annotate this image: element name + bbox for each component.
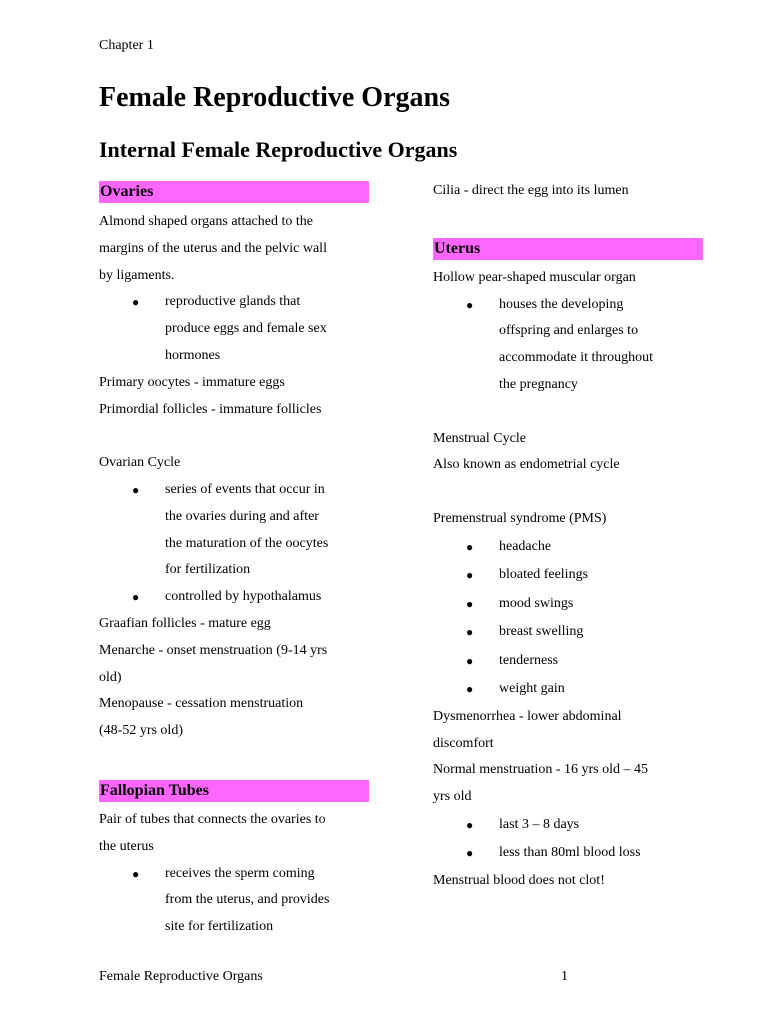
bullet-item [433, 292, 703, 399]
bullet-text: breast swelling [499, 624, 584, 640]
bullet-text: houses the developing [499, 296, 624, 312]
bullet-text: controlled by hypothalamus [165, 589, 322, 605]
menstrual-cycle-aka: Also known as endometrial cycle [433, 457, 620, 473]
bullet-text: mood swings [499, 595, 574, 611]
bullet-text: reproductive glands that [165, 294, 301, 310]
bullet-text: receives the sperm coming [165, 865, 315, 881]
bullet-text: for fertilization [165, 562, 251, 578]
left-column [99, 181, 369, 941]
bullet-text: the ovaries during and after [165, 508, 319, 524]
ovarian-cycle-label: Ovarian Cycle [99, 455, 181, 471]
bullet-item [433, 590, 703, 619]
normal-menstruation-line: yrs old [433, 789, 472, 805]
page-title: Female Reproductive Organs [99, 82, 450, 113]
ovaries-note: Menarche - onset menstruation (9-14 yrs [99, 642, 328, 658]
bullet-icon: ● [466, 625, 474, 640]
bullet-icon: ● [132, 590, 140, 605]
dysmenorrhea-line: Dysmenorrhea - lower abdominal [433, 708, 622, 724]
bullet-icon: ● [132, 482, 140, 497]
bullet-text: the maturation of the oocytes [165, 535, 329, 551]
page-subtitle: Internal Female Reproductive Organs [99, 137, 458, 162]
bullet-text: the pregnancy [499, 376, 578, 392]
bullet-item [433, 618, 703, 647]
bullet-text: weight gain [499, 681, 565, 697]
chapter-header: Chapter 1 [99, 38, 154, 53]
bullet-text: series of events that occur in [165, 481, 325, 497]
bullet-text: offspring and enlarges to [499, 323, 639, 339]
bullet-icon: ● [466, 846, 474, 861]
bullet-item [99, 584, 369, 611]
bullet-icon: ● [132, 295, 140, 310]
bullet-item [433, 533, 703, 562]
bullet-text: last 3 – 8 days [499, 816, 580, 832]
ovaries-note: Primary oocytes - immature eggs [99, 374, 285, 390]
right-column [433, 178, 703, 895]
fallopian-intro-line: the uterus [99, 838, 154, 854]
bullet-text: produce eggs and female sex [165, 321, 327, 337]
ovaries-heading: Ovaries [99, 181, 369, 203]
bullet-item [99, 861, 369, 941]
bullet-item [433, 647, 703, 676]
bullet-item [433, 839, 703, 868]
uterus-intro: Hollow pear-shaped muscular organ [433, 269, 636, 285]
bullet-item [99, 477, 369, 584]
ovaries-note: Primordial follicles - immature follicles [99, 401, 322, 417]
pms-label: Premenstrual syndrome (PMS) [433, 510, 607, 526]
uterus-heading: Uterus [433, 238, 703, 260]
bullet-icon: ● [466, 653, 474, 668]
bullet-text: tenderness [499, 652, 559, 668]
bullet-item [433, 561, 703, 590]
bullet-icon: ● [466, 682, 474, 697]
bullet-icon: ● [132, 866, 140, 881]
bullet-icon: ● [466, 596, 474, 611]
bullet-icon: ● [466, 568, 474, 583]
fallopian-heading: Fallopian Tubes [99, 780, 369, 802]
bullet-item [433, 811, 703, 840]
bullet-text: headache [499, 538, 552, 554]
bullet-icon: ● [466, 817, 474, 832]
footer-title: Female Reproductive Organs [99, 969, 263, 984]
bullet-text: less than 80ml blood loss [499, 845, 641, 861]
ovaries-note: Graafian follicles - mature egg [99, 615, 271, 631]
fallopian-intro-line: Pair of tubes that connects the ovaries to [99, 811, 326, 827]
cilia-line: Cilia - direct the egg into its lumen [433, 183, 629, 198]
page-number: 1 [561, 969, 568, 984]
bullet-text: bloated feelings [499, 567, 589, 583]
bullet-text: site for fertilization [165, 919, 274, 935]
ovaries-note: old) [99, 669, 122, 685]
bullet-text: accommodate it throughout [499, 350, 653, 366]
clot-line: Menstrual blood does not clot! [433, 872, 605, 888]
bullet-text: hormones [165, 347, 221, 363]
bullet-text: from the uterus, and provides [165, 892, 330, 908]
dysmenorrhea-line: discomfort [433, 735, 494, 751]
ovaries-intro-line: by ligaments. [99, 267, 175, 283]
ovaries-note: Menopause - cessation menstruation [99, 696, 304, 712]
menstrual-cycle-label: Menstrual Cycle [433, 430, 526, 446]
ovaries-intro-line: Almond shaped organs attached to the [99, 214, 313, 229]
ovaries-intro-line: margins of the uterus and the pelvic wall [99, 240, 327, 256]
bullet-item [99, 289, 369, 369]
bullet-icon: ● [466, 539, 474, 554]
ovaries-note: (48-52 yrs old) [99, 723, 183, 739]
bullet-item [433, 675, 703, 704]
bullet-icon: ● [466, 297, 474, 312]
normal-menstruation-line: Normal menstruation - 16 yrs old – 45 [433, 762, 649, 778]
